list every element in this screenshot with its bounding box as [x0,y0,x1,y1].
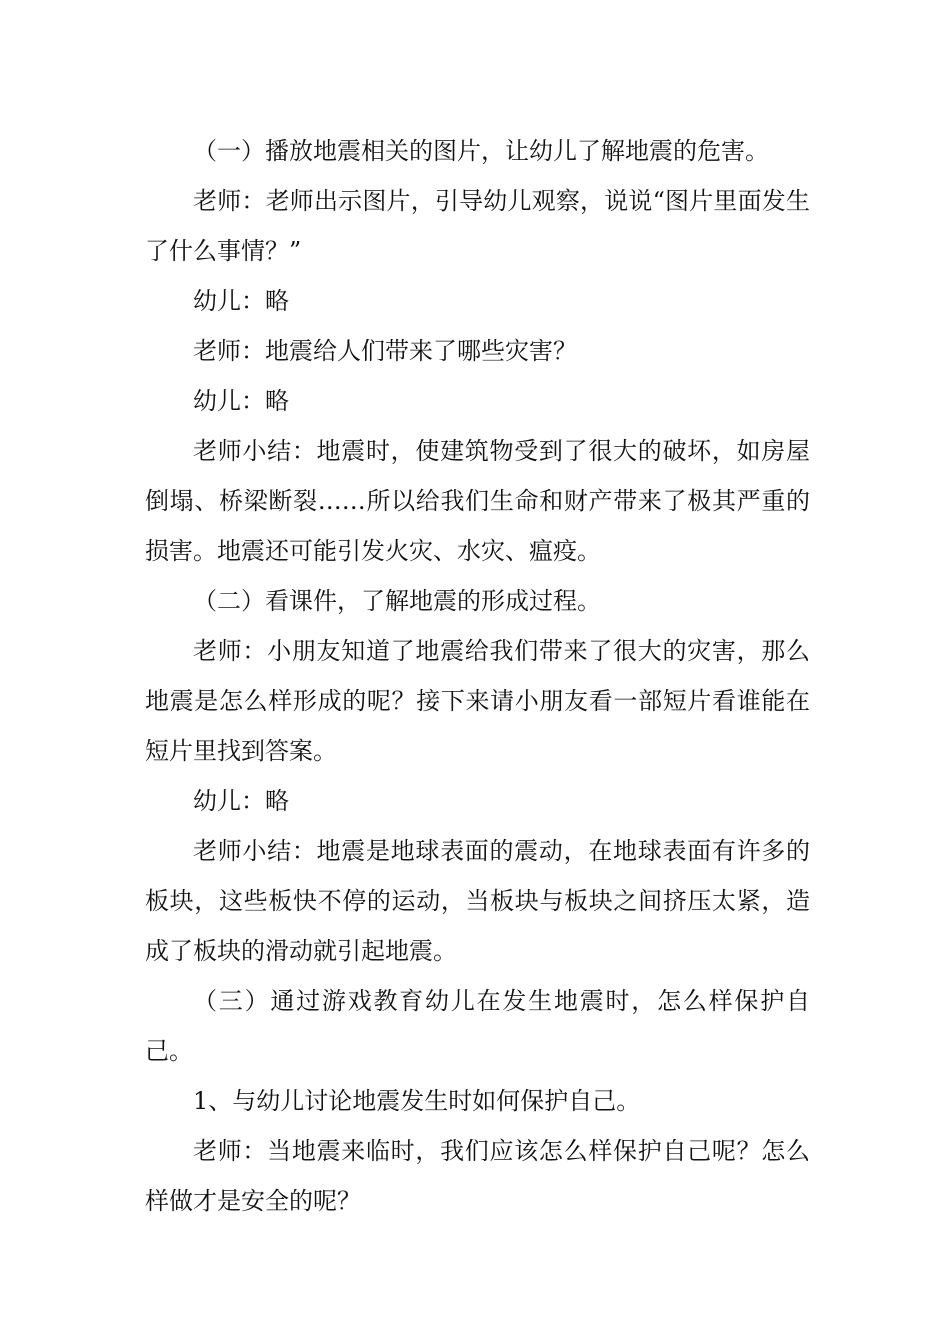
paragraph-child-1: 幼儿：略 [193,287,289,315]
section-heading-1: （一）播放地震相关的图片，让幼儿了解地震的危害。 [193,137,769,165]
paragraph-teacher-1: 老师：老师出示图片，引导幼儿观察，说说“图片里面发生了什么事情？” [145,187,810,265]
paragraph-child-3: 幼儿：略 [193,787,289,815]
paragraph-teacher-3: 老师：小朋友知道了地震给我们带来了很大的灾害，那么地震是怎么样形成的呢？接下来请小朋友看一部短片看谁能在短片里找到答案。 [145,637,810,765]
section-heading-3: （三）通过游戏教育幼儿在发生地震时，怎么样保护自己。 [145,987,810,1065]
section-heading-2: （二）看课件，了解地震的形成过程。 [193,587,601,615]
document-body [145,126,810,1226]
paragraph-child-2: 幼儿：略 [193,387,289,415]
paragraph-teacher-4: 老师：当地震来临时，我们应该怎么样保护自己呢？怎么样做才是安全的呢？ [145,1137,810,1215]
paragraph-teacher-summary-2: 老师小结：地震是地球表面的震动，在地球表面有许多的板块，这些板快不停的运动，当板块与板块之间挤压太紧，造成了板块的滑动就引起地震。 [145,837,810,965]
paragraph-teacher-summary-1: 老师小结：地震时，使建筑物受到了很大的破坏，如房屋倒塌、桥梁断裂……所以给我们生命和财产带来了极其严重的损害。地震还可能引发火灾、水灾、瘟疫。 [145,437,810,565]
paragraph-teacher-2: 老师：地震给人们带来了哪些灾害？ [193,337,577,365]
paragraph-step-1: 1、与幼儿讨论地震发生时如何保护自己。 [193,1087,641,1115]
